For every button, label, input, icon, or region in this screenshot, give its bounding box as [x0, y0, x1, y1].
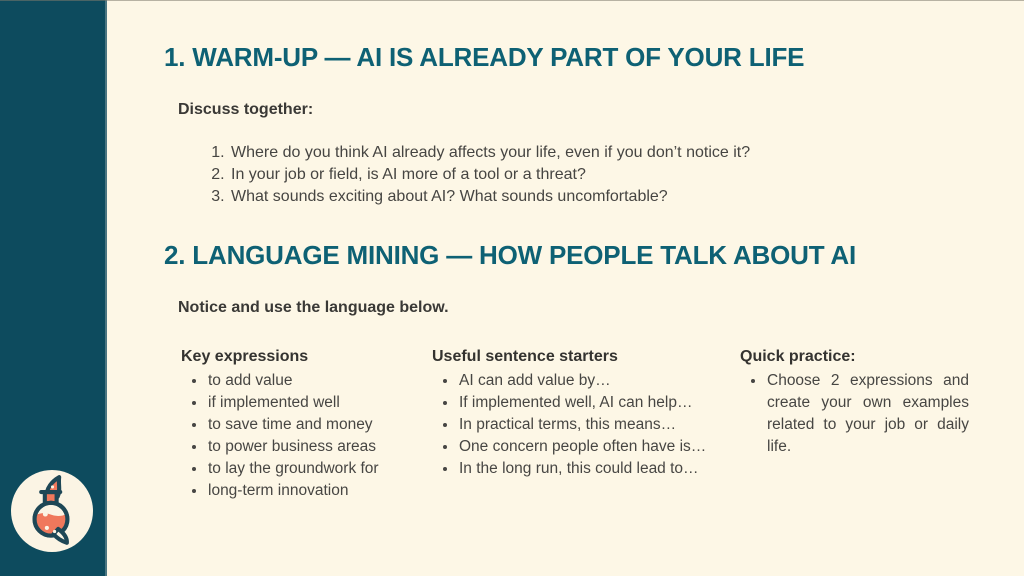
key-expressions-column: [181, 347, 432, 502]
key-expression-item: • to save time and money: [207, 414, 432, 436]
sentence-starters-column: [432, 347, 740, 502]
discussion-question: 2. In your job or field, is AI more of a tool or a threat?: [229, 164, 750, 186]
sentence-starters-list: [432, 370, 740, 480]
sentence-starters-title: Useful sentence starters: [432, 348, 618, 365]
key-expressions-title: Key expressions: [181, 348, 309, 365]
key-expression-item: • if implemented well: [207, 392, 432, 414]
language-columns: [181, 347, 969, 502]
quick-practice-item: • Choose 2 expressions and create your own examples related to your job or daily life.: [766, 370, 969, 458]
quick-practice-list: [740, 370, 969, 458]
section1-prompt: Discuss together:: [178, 101, 314, 118]
sidebar: [0, 0, 107, 576]
key-expressions-list: [181, 370, 432, 502]
quick-practice-column: [740, 347, 969, 502]
key-expression-item: • to add value: [207, 370, 432, 392]
section2-prompt: Notice and use the language below.: [178, 299, 449, 316]
sentence-starter-item: • In practical terms, this means…: [458, 414, 740, 436]
discussion-question: 3. What sounds exciting about AI? What sounds uncomfortable?: [229, 186, 750, 208]
slide-top-edge: [0, 0, 1024, 1]
key-expression-item: • long-term innovation: [207, 480, 432, 502]
section1-heading: 1. WARM-UP — AI IS ALREADY PART OF YOUR LIFE: [164, 42, 805, 72]
key-expression-item: • to lay the groundwork for: [207, 458, 432, 480]
key-expression-item: • to power business areas: [207, 436, 432, 458]
sentence-starter-item: • One concern people often have is…: [458, 436, 740, 458]
sentence-starter-item: • In the long run, this could lead to…: [458, 458, 740, 480]
sentence-starter-item: • AI can add value by…: [458, 370, 740, 392]
discussion-question: 1. Where do you think AI already affects your life, even if you don’t notice it?: [229, 142, 750, 164]
quick-practice-title: Quick practice:: [740, 348, 856, 365]
discussion-questions-list: [206, 142, 750, 208]
sentence-starter-item: • If implemented well, AI can help…: [458, 392, 740, 414]
potion-flask-icon: [11, 470, 93, 552]
section2-heading: 2. LANGUAGE MINING — HOW PEOPLE TALK ABOUT AI: [164, 240, 857, 270]
logo-badge: [11, 470, 93, 552]
